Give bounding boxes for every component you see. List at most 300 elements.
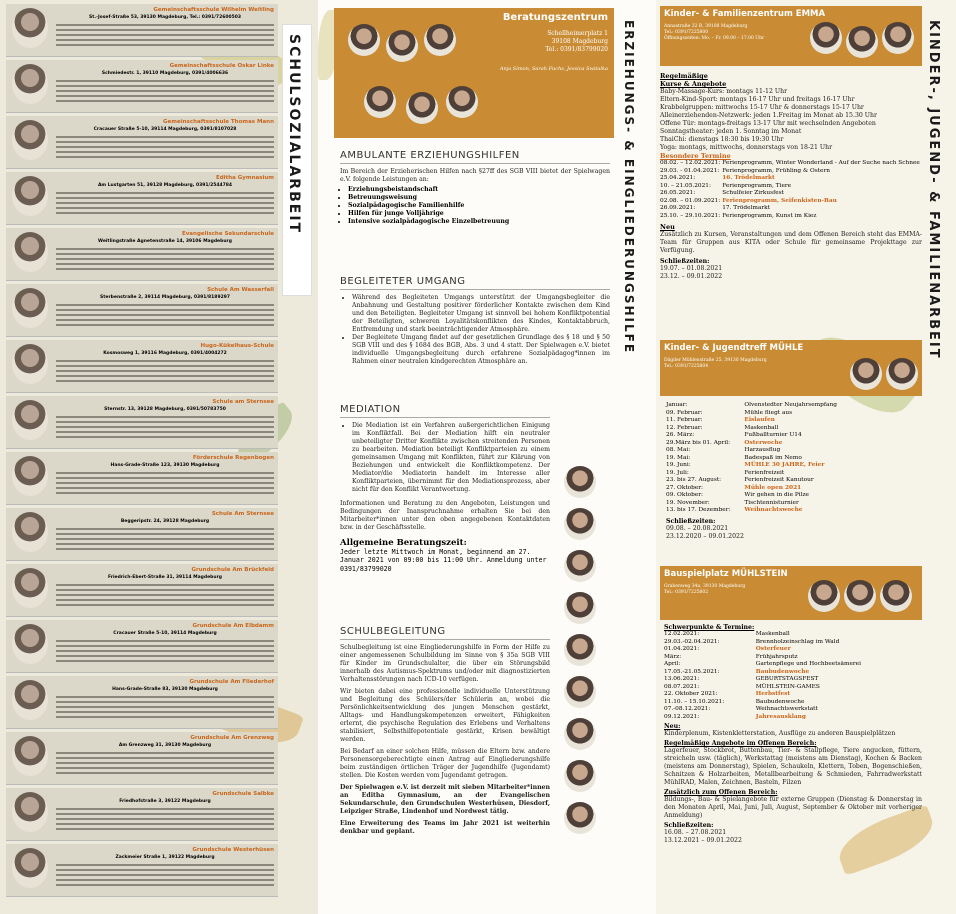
staff-column: [554, 462, 612, 844]
muehle-schliess-1: 09.08. – 20.08.2021: [666, 524, 729, 532]
staff-photo: [846, 26, 878, 58]
text-line: [56, 202, 274, 204]
emma-neu-text: Zusätzlich zu Kursen, Veranstaltungen und dem Offenen Bereich steht das EMMA-Team für Gruppen aus KITA oder Schule für gemeinsame Projekttage zur Verfügung.: [660, 231, 922, 254]
text-line: [56, 813, 274, 815]
emma-title: Kinder- & Familienzentrum EMMA: [664, 9, 826, 19]
schedule-date: 12. Februar:: [666, 424, 703, 431]
header-title: Beratungszentrum: [502, 12, 608, 23]
schedule-date: 25.04.2021:: [660, 175, 696, 181]
section-begleitet: [340, 276, 610, 366]
staff-photo: [12, 456, 48, 496]
schedule-row: [660, 175, 922, 183]
schedule-row: [664, 706, 914, 714]
school-card: [6, 284, 278, 337]
street: Schellheimerplatz 1: [547, 30, 608, 37]
schedule-event: Brennholzeinschlag im Wald: [755, 638, 840, 645]
staff-photo: [564, 550, 596, 582]
schedule-event: Baubudenwoche: [755, 698, 805, 705]
schedule-date: 22. Oktober 2021:: [664, 691, 718, 697]
list-item: Sonntagstheater: jeden 1. Sonntag im Monat: [660, 128, 802, 135]
schedule-event: MÜHLSTEIN-GAMES: [755, 683, 820, 690]
schedule-event: Weihnachtswoche: [744, 507, 803, 513]
bau-zus-heading: Zusätzlich zum Offenen Bereich:: [664, 789, 778, 796]
schedule-event: Gartenpflege und Hochbeetsämerei: [755, 661, 861, 667]
school-title: Schule am Sternsee: [212, 399, 274, 405]
schedule-event: Jahresausklang: [755, 713, 806, 720]
staff-photo: [12, 232, 48, 272]
schedule-date: 08. Mai:: [666, 447, 691, 453]
panel-schulsozialarbeit: [0, 0, 318, 914]
muehle-title: Kinder- & Jugendtreff MÜHLE: [664, 343, 804, 353]
schedule-date: 12.02.2021:: [664, 631, 700, 637]
muehle-contact: [664, 358, 794, 370]
staff-photo: [12, 792, 48, 832]
schedule-event: 17. Trödelmarkt: [722, 205, 770, 211]
mediation-list: [352, 422, 550, 494]
bau-regel-text: Lagerfeuer, Stockbrot, Buttenbau, Tier- & Stallpflege, Tiere angucken, füttern, streicheln usw. (täglich), Werkstattag (meistens am Dienstag), Kochen & Backen (meistens am Donnerstag), Spielen, Schaukeln, Klettern, Toben, Bogenschießen, Schnitzen & Holzarbeiten, Metallbearbeitung & Schmieden, Fahrradwerkstatt MühlRAD, Malen, Zeichnen, Basteln, Filzen: [664, 747, 922, 786]
vertical-title: KINDER-, JUGEND- & FAMILIENARBEIT: [926, 20, 941, 360]
bau-termine: [664, 631, 914, 721]
address: Dägder Mühlenstraße 25, 39130 Magdeburg: [664, 358, 767, 363]
text-line: [56, 548, 274, 550]
school-card: [6, 4, 278, 57]
text-line: [56, 487, 274, 489]
school-card: [6, 172, 278, 225]
schedule-date: 29.03. - 01.04.2021:: [660, 167, 720, 174]
schedule-event: Weihnachtswerkstatt: [755, 706, 818, 712]
staff-photo: [406, 92, 438, 124]
phone: Tel.: 0391/7225804: [664, 364, 709, 369]
schedule-row: [660, 205, 922, 213]
staff-photo: [12, 680, 48, 720]
emma-contact: [664, 24, 784, 42]
text-line: [56, 716, 274, 718]
schedule-event: Harzausflug: [744, 447, 781, 453]
schedule-event: Osterwoche: [744, 439, 783, 446]
schedule-event: GEBURTSTAGSFEST: [755, 676, 819, 682]
hours: Öffnungszeiten: Mo. – Fr. 09.00 – 17.00 Uhr: [664, 36, 765, 41]
list-item: Alleinerziehenden-Netzwerk: jeden 1.Freitag im Monat ab 15.30 Uhr: [660, 112, 877, 119]
text-line: [56, 879, 274, 881]
text-line: [56, 85, 274, 87]
school-address: Cracauer Straße 5-10, 39114 Magdeburg: [113, 631, 217, 636]
muehle-schliess-2: 23.12.2020 – 09.01.2022: [666, 532, 744, 540]
phone: Tel.: 0391/7225800: [664, 30, 709, 35]
schedule-date: 26. März:: [666, 432, 695, 438]
staff-photo: [886, 358, 918, 390]
schedule-row: [666, 507, 856, 515]
bau-zus-text: Bildungs-, Bau- & Spielangebote für externe Gruppen (Dienstag & Donnerstag in den Monaten April, Mai, Juni, Juli, August, September & Oktober mit vorheriger Anmeldung): [664, 796, 922, 819]
staff-photo: [564, 802, 596, 834]
school-title: Gemeinschaftsschule Oskar Linke: [169, 63, 274, 69]
vertical-title: ERZIEHUNGS- & EINGLIEDERUNGSHILFE: [622, 20, 636, 355]
staff-photo: [12, 288, 48, 328]
school-card: [6, 564, 278, 617]
section-heading: MEDIATION: [340, 404, 550, 418]
schedule-date: 10. – 21.05.2021:: [660, 182, 711, 189]
school-title: Grundschule Salbke: [212, 791, 274, 797]
schedule-date: Januar:: [666, 402, 688, 408]
schedule-row: [664, 676, 914, 684]
text-line: [56, 380, 274, 382]
school-address: St.-Josef-Straße 53, 39130 Magdeburg, Tel.: 0391/72600503: [89, 15, 241, 20]
text-line: [56, 268, 274, 270]
paragraph: Bei Bedarf an einer solchen Hilfe, müssen die Eltern bzw. andere Personensorgeberechtigte einen Antrag auf Eingliederungshilfe beim zuständigen örtlichen Träger der Jugendhilfe (Jugendamt) stellen. Die Kosten werden vom Jugendamt getragen.: [340, 748, 550, 779]
schedule-date: 26.05.2021:: [660, 190, 696, 196]
section-muehle: [660, 340, 922, 541]
header-contact: [545, 30, 608, 54]
staff-photo: [424, 24, 456, 56]
text-line: [56, 884, 274, 886]
schedule-row: [666, 462, 856, 470]
schedule-date: 25.10. – 29.10.2021:: [660, 212, 721, 219]
text-line: [56, 360, 274, 362]
service-list: [348, 186, 610, 226]
school-card: [6, 620, 278, 673]
schedule-row: [664, 639, 914, 647]
text-line: [56, 757, 274, 759]
schedule-row: [664, 646, 914, 654]
schedule-date: 07.-08.12.2021:: [664, 706, 711, 712]
schedule-date: 09. Februar:: [666, 409, 703, 416]
phone: Tel.: 0391/83799020: [545, 46, 608, 53]
schedule-event: Herbstfest: [755, 691, 791, 697]
paragraph: Wir bieten dabei eine professionelle individuelle Unterstützung und Begleitung des Schülers/der Schülerin an, wobei die Persönlichkeitsentwicklung des jungen Menschen gestärkt, Alltags- und Handlungskompetenzen erweitert, Fähigkeiten erlernt, die psychische Regulation des Erlebens und Verhaltens stabilisiert, Selbsthilfepotentiale gestärkt, Krisen bewältigt werden.: [340, 688, 550, 743]
school-card: [6, 508, 278, 561]
paragraph: • Während des Begleiteten Umgangs unterstützt der Umgangsbegleiter die Anbahnung und Gestaltung positiver förderlicher Kontakte zwischen dem Kind und den Beteiligten. Begleiteter Umgang ist sinnvoll bei hohem Konfliktpotential der Beteiligten, schweren Loyalitätskonflikten des Kindes, Kontaktabbruch, Entfremdung und stark beeinträchtigender Atmosphäre.: [352, 294, 610, 334]
schedule-event: Ferienprogramm, Winter Wonderland - Auf der Suche nach Schnee: [722, 160, 920, 166]
school-title: Editha Gymnasium: [215, 175, 274, 181]
text-line: [56, 874, 274, 876]
header-box: [334, 8, 614, 138]
text-line: [56, 304, 274, 306]
schedule-event: Tischtennisturnier: [744, 499, 799, 506]
staff-photo: [564, 676, 596, 708]
school-card: [6, 732, 278, 785]
bau-header: [660, 566, 922, 620]
school-address: Am Grenzweg 31, 39130 Magdeburg: [118, 743, 212, 748]
staff-photo: [12, 848, 48, 888]
text-line: [56, 701, 274, 703]
bau-contact: [664, 584, 784, 596]
schedule-row: [666, 500, 856, 508]
text-line: [56, 90, 274, 92]
list-item: • Betreuungsweisung: [348, 194, 610, 202]
paragraph: • Die Mediation ist ein Verfahren außergerichtlichen Einigung im Konfliktfall. Bei der Mediation hilft ein neutraler unbeteiligter Dritter Konflikte zwischen streitenden Personen zu bearbeiten. Mediation beteiligt Konfliktparteien zu einem gemeinsamen Umgang mit Konflikten, führt zur Klärung von Beziehungen und entwickelt die Konfliktkompetenz. Der Mediator/die Mediatorin handelt im Interesse aller Konfliktparteien, übernimmt für den Mediationsprozess, aber nicht für den Konflikt Verantwortung.: [352, 422, 550, 494]
text-line: [56, 253, 274, 255]
school-card: [6, 60, 278, 113]
text-line: [56, 752, 274, 754]
list-item: ThaiChi: dienstags 18:30 bis 19:30 Uhr: [660, 136, 784, 143]
school-card: [6, 452, 278, 505]
school-title: Grundschule Am Grenzweg: [190, 735, 274, 741]
text-line: [56, 324, 274, 326]
text-line: [56, 706, 274, 708]
schedule-row: [664, 654, 914, 662]
staff-photo: [364, 86, 396, 118]
muehle-header: [660, 340, 922, 396]
schedule-event: Baubudenwoche: [755, 668, 810, 675]
text-line: [56, 538, 274, 540]
text-line: [56, 151, 274, 153]
schedule-row: [666, 470, 856, 478]
bau-schliess-heading: Schließzeiten:: [664, 822, 714, 829]
schedule-event: Mühle open 2021: [744, 484, 802, 491]
list-item: • Erziehungsbeistandschaft: [348, 186, 610, 194]
text-line: [56, 869, 274, 871]
schedule-row: [666, 447, 856, 455]
text-line: [56, 314, 274, 316]
text-line: [56, 828, 274, 830]
staff-photo: [12, 120, 48, 160]
schedule-date: 19. Juni:: [666, 462, 691, 468]
schedule-date: 08.07.2021:: [664, 683, 700, 690]
schedule-date: 19. Juli:: [666, 469, 689, 476]
staff-photo: [882, 22, 914, 54]
text-line: [56, 29, 274, 31]
text-line: [56, 436, 274, 438]
schedule-row: [664, 631, 914, 639]
emma-heading-2: Kurse & Angebote: [660, 80, 727, 88]
schedule-event: Ferienfreizeit: [744, 469, 785, 476]
bau-schliess-1: 16.08. – 27.08.2021: [664, 829, 727, 836]
list-item: • Sozialpädagogische Familienhilfe: [348, 202, 610, 210]
text-line: [56, 864, 274, 866]
text-line: [56, 34, 274, 36]
staff-photo: [12, 400, 48, 440]
schedule-row: [664, 691, 914, 699]
school-card: [6, 396, 278, 449]
muehle-termine: [666, 402, 856, 515]
schedule-date: 23. bis 27. August:: [666, 477, 722, 483]
school-title: Grundschule Am Elbdamm: [192, 623, 274, 629]
section-intro: Im Bereich der Erzieherischen Hilfen nach §27ff des SGB VIII bietet der Spielwagen e.V. folgende Leistungen an:: [340, 168, 610, 183]
text-line: [56, 136, 274, 138]
text-line: [56, 650, 274, 652]
schedule-date: 02.08. – 01.09.2021:: [660, 197, 721, 204]
staff-photo: [808, 580, 840, 612]
section-ambulant: [340, 150, 610, 226]
schedule-date: 19. November:: [666, 499, 710, 506]
schedule-date: 13.06.2021:: [664, 676, 700, 682]
schedule-event: Eislaufen: [744, 417, 775, 423]
text-line: [56, 319, 274, 321]
schedule-date: März:: [664, 653, 682, 660]
school-title: Grundschule Westerhüsen: [192, 847, 274, 853]
schedule-row: [660, 168, 922, 176]
text-line: [56, 762, 274, 764]
emma-termine: [660, 160, 922, 220]
bau-neu-text: Kinderplenum, Kistenkletterstation, Ausflüge zu anderen Bauspielplätzen: [664, 730, 896, 737]
schedule-row: [664, 714, 914, 722]
staff-photo: [12, 512, 48, 552]
schedule-date: 17.05.-21.05.2021:: [664, 668, 720, 675]
schedule-row: [666, 492, 856, 500]
schedule-event: Wir gehen in die Pilze: [744, 492, 809, 498]
text-line: [56, 309, 274, 311]
school-title: Hugo-Kükelhaus-Schule: [200, 343, 274, 349]
schedule-row: [664, 684, 914, 692]
staff-photo: [12, 64, 48, 104]
schedule-row: [666, 485, 856, 493]
text-line: [56, 655, 274, 657]
text-line: [56, 528, 274, 530]
panel-familienarbeit: [656, 0, 956, 914]
schedule-event: Badespaß im Nemo: [744, 454, 802, 461]
staff-photo: [348, 24, 380, 56]
text-line: [56, 431, 274, 433]
school-address: Sterbenstraße 2, 39114 Magdeburg, 0391/8189297: [100, 295, 230, 300]
text-line: [56, 370, 274, 372]
schedule-date: 13. bis 17. Dezember:: [666, 507, 731, 513]
bau-neu-heading: Neu:: [664, 723, 681, 730]
text-line: [56, 589, 274, 591]
school-title: Grundschule Am Fliederhof: [189, 679, 274, 685]
staff-photo: [810, 22, 842, 54]
text-line: [56, 660, 274, 662]
staff-photo: [12, 344, 48, 384]
text-line: [56, 584, 274, 586]
text-line: [56, 772, 274, 774]
text-line: [56, 416, 274, 418]
emma-schliess-2: 23.12. – 09.01.2022: [660, 273, 723, 280]
schedule-event: Maskenball: [744, 424, 779, 431]
text-line: [56, 192, 274, 194]
address: Annastraße 32 B, 39108 Magdeburg: [664, 24, 748, 29]
paragraph: Der Spielwagen e.V. ist derzeit mit sieben Mitarbeiter*innen an Editha Gymnasium, an der Evangelischen Sekundarschule, den Grundschulen Westerhüsen, Diesdorf, Leipziger Straße, Lindenhof und Nordwest tätig.: [340, 784, 550, 815]
schedule-date: 09. Oktober:: [666, 492, 704, 498]
text-line: [56, 472, 274, 474]
school-address: Kosmosweg 1, 39116 Magdeburg, 0391/4004272: [103, 351, 227, 356]
schedule-event: Olvenstedter Neujahrsempfang: [744, 402, 837, 408]
list-item: Eltern-Kind-Sport: montags 16-17 Uhr und freitags 16-17 Uhr: [660, 96, 855, 103]
list-item: Baby-Massage-Kurs: montags 11-12 Uhr: [660, 88, 788, 95]
schedule-event: Schulfeier Zirkusfest: [722, 190, 784, 196]
schedule-row: [664, 669, 914, 677]
text-line: [56, 24, 274, 26]
school-address: Hans-Grade-Straße 83, 39130 Magdeburg: [112, 687, 218, 692]
schedule-row: [664, 661, 914, 669]
schedule-event: Mühle fliegt aus: [744, 409, 793, 416]
text-line: [56, 365, 274, 367]
school-card: [6, 676, 278, 729]
schedule-date: April:: [664, 661, 681, 667]
text-line: [56, 375, 274, 377]
schedule-row: [660, 198, 922, 206]
school-title: Förderschule Regenbogen: [192, 455, 274, 461]
bau-regel-heading: Regelmäßige Angebote im Offenen Bereich:: [664, 740, 817, 747]
staff-photo: [12, 736, 48, 776]
text-line: [56, 767, 274, 769]
school-title: Gemeinschaftsschule Thomas Mann: [163, 119, 274, 125]
school-address: Hans-Grade-Straße 123, 39130 Magdeburg: [110, 463, 220, 468]
text-line: [56, 44, 274, 46]
schedule-event: Ferienprogramm, Seifenkisten-Bau: [722, 197, 837, 204]
text-line: [56, 640, 274, 642]
beratungszeit-heading: Allgemeine Beratungszeit:: [340, 538, 467, 548]
staff-photo: [564, 508, 596, 540]
beratungszeit-text: Jeder letzte Mittwoch im Monat, beginnend am 27. Januar 2021 von 09:00 bis 11:00 Uhr. Anmeldung unter 0391/83799020: [340, 548, 547, 573]
text-line: [56, 533, 274, 535]
school-title: Schule Am Sternsee: [211, 511, 274, 517]
text-line: [56, 95, 274, 97]
list-item: Yoga: montags, mittwochs, donnerstags von 18-21 Uhr: [660, 144, 833, 151]
text-line: [56, 207, 274, 209]
schedule-date: 09.12.2021:: [664, 713, 700, 720]
schedule-date: 26.09.2021:: [660, 205, 696, 211]
paragraph: • Der Begleitete Umgang findet auf der gesetzlichen Grundlage des § 18 und § 50 SGB VIII und des § 1684 des BGB, Abs. 3 und 4 statt. Der Spielwagen e.V. bietet individuelle Umgangsbegleitung durch erfahrene Sozialpädagog*innen im Rahmen einer neutralen kindgerechten Atmosphäre an.: [352, 334, 610, 366]
staff-photo: [564, 592, 596, 624]
school-address: Sternstr. 13, 39128 Magdeburg, 0391/50783750: [104, 407, 226, 412]
paragraph: Schulbegleitung ist eine Eingliederungshilfe in Form der Hilfe zu einer angemessenen Schulbildung im Sinne von § 35a SGB VIII für Kinder im Grundschulalter, die über ein Störungsbild innerhalb des Autismus-Spektrums und/oder mit diagnostizierten Verhaltensstörungen nach ICD-10 verfügen.: [340, 644, 550, 683]
text-line: [56, 696, 274, 698]
text-line: [56, 426, 274, 428]
section-heading: SCHULBEGLEITUNG: [340, 626, 550, 640]
school-title: Grundschule Am Brückfeld: [191, 567, 274, 573]
schedule-date: 08.02. – 12.02.2021:: [660, 160, 721, 166]
schedule-date: 19. Mai:: [666, 454, 691, 461]
schedule-row: [666, 455, 856, 463]
text-line: [56, 156, 274, 158]
section-heading: BEGLEITETER UMGANG: [340, 276, 610, 290]
school-address: Friedhofstraße 3, 39122 Magdeburg: [119, 799, 211, 804]
text-line: [56, 141, 274, 143]
header-names: Anja Simon, Sarah Fuchs, Jessica Switalka: [499, 66, 608, 72]
address: Grabenweg 34a, 39130 Magdeburg: [664, 584, 746, 589]
text-line: [56, 248, 274, 250]
text-line: [56, 604, 274, 606]
schedule-date: 11.10. – 15.10.2021:: [664, 698, 725, 705]
emma-kurse: [660, 88, 922, 152]
schedule-event: MÜHLE 30 JAHRE, Feier: [744, 462, 825, 468]
school-address: Weitlingstraße Agnetenstraße 14, 39106 Magdeburg: [98, 239, 232, 244]
schedule-date: 11. Februar:: [666, 417, 703, 423]
school-title: Gemeinschaftsschule Wilhelm Weitling: [153, 7, 274, 13]
schedule-row: [660, 183, 922, 191]
schedule-row: [660, 190, 922, 198]
section-bauspielplatz: [660, 566, 922, 845]
section-heading: AMBULANTE ERZIEHUNGSHILFEN: [340, 150, 610, 164]
section-schulbegleitung: [340, 626, 550, 836]
bau-termine-heading: Schwerpunkte & Termine:: [664, 624, 755, 631]
schedule-row: [664, 699, 914, 707]
staff-photo: [564, 634, 596, 666]
schedule-event: Fußballturnier U14: [744, 432, 802, 438]
staff-photo: [446, 86, 478, 118]
schedule-row: [666, 440, 856, 448]
schedule-row: [666, 432, 856, 440]
school-address: Friedrich-Ebert-Straße 31, 39114 Magdeburg: [107, 575, 223, 580]
staff-photo: [386, 30, 418, 62]
text-line: [56, 482, 274, 484]
staff-photo: [880, 580, 912, 612]
text-line: [56, 594, 274, 596]
staff-photo: [12, 8, 48, 48]
text-line: [56, 823, 274, 825]
staff-photo: [564, 466, 596, 498]
staff-photo: [12, 624, 48, 664]
schedule-event: Osterfeuer: [755, 646, 791, 652]
paragraph: Eine Erweiterung des Teams im Jahr 2021 ist weiterhin denkbar und geplant.: [340, 820, 550, 835]
schedule-row: [660, 160, 922, 168]
schedule-date: 27. Oktober:: [666, 484, 704, 491]
bau-schliess-2: 13.12.2021 – 09.01.2022: [664, 837, 742, 844]
staff-photo: [850, 358, 882, 390]
city: 39108 Magdeburg: [551, 38, 608, 45]
list-item: Offene Tür: montags-freitags 13-17 Uhr mit wechselnden Angeboten: [660, 120, 876, 127]
emma-neu-heading: Neu: [660, 223, 675, 231]
schedule-event: Ferienprogramm, Frühling & Ostern: [722, 167, 830, 174]
